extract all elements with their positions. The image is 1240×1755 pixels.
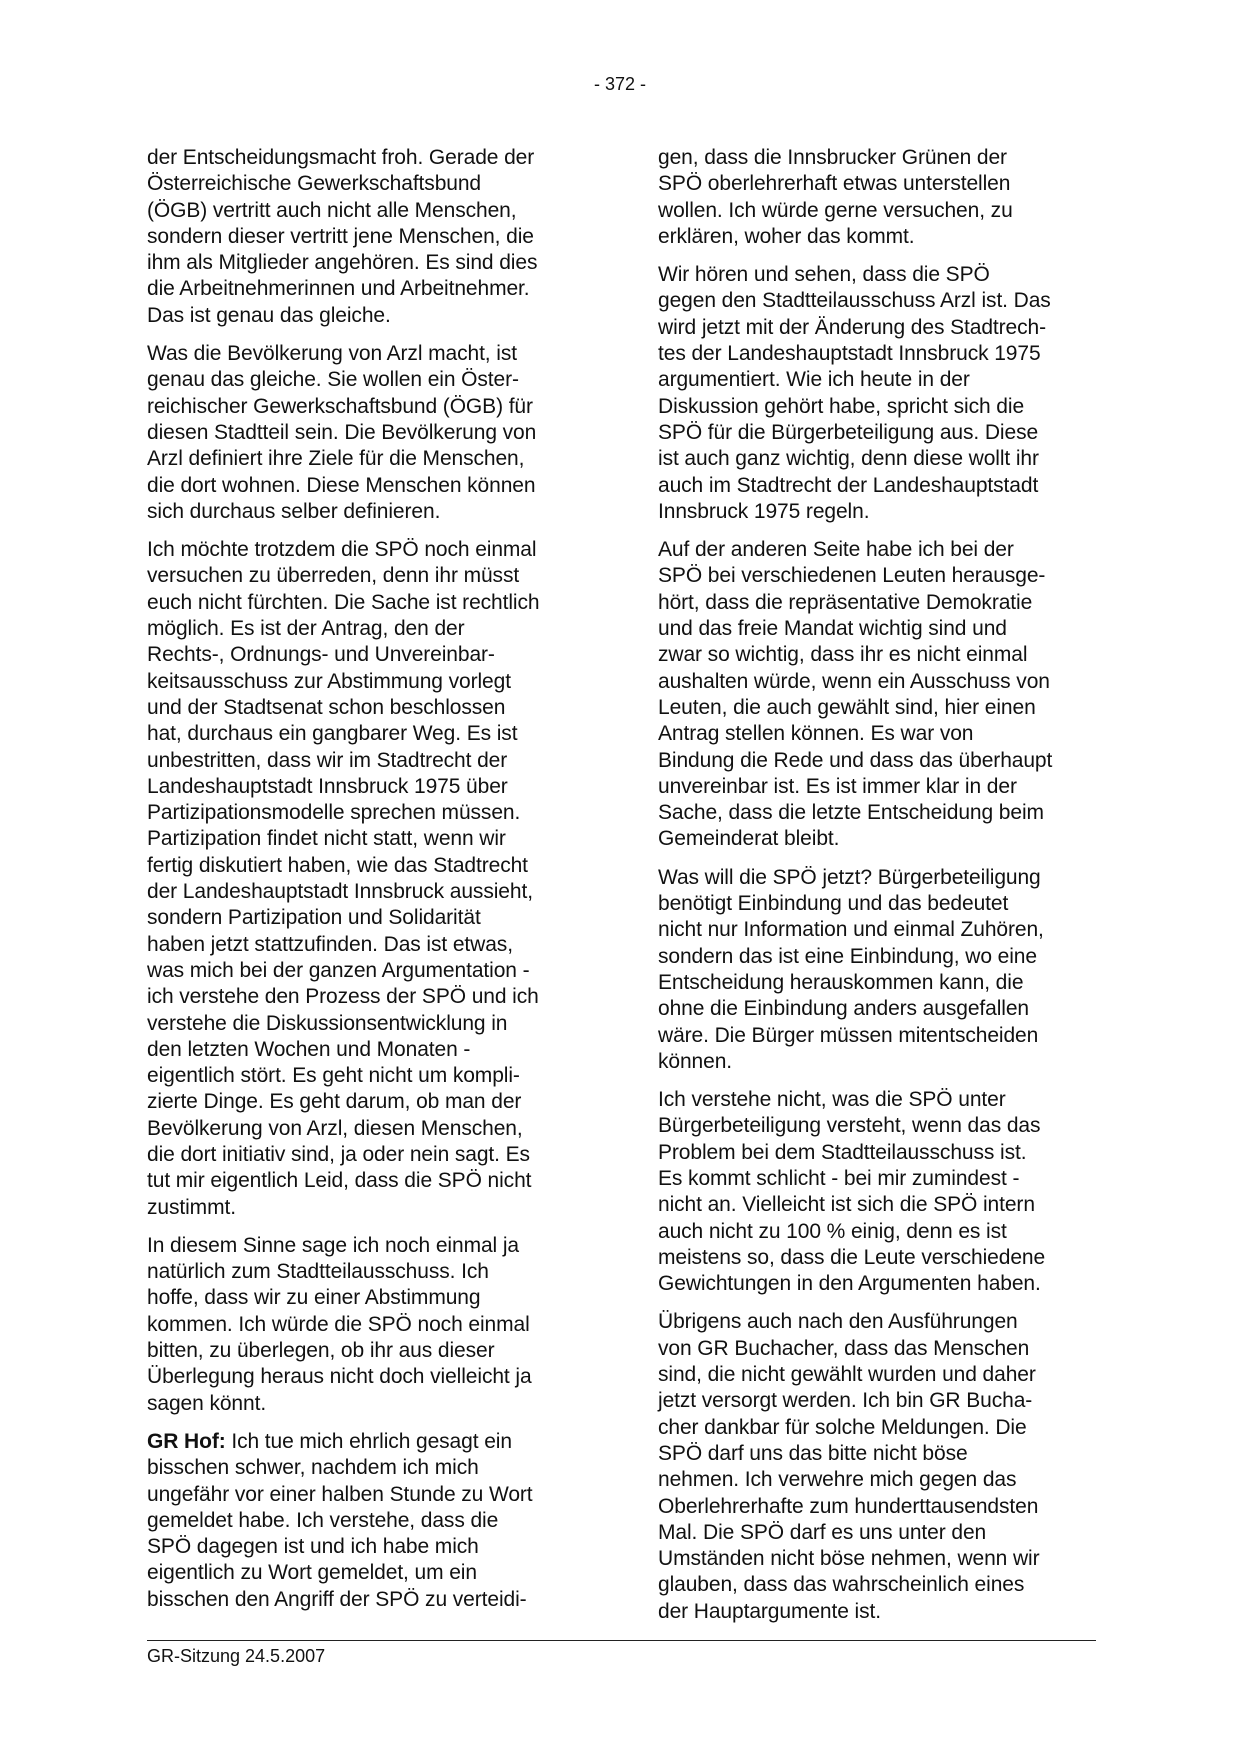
text-line: Was die Bevölkerung von Arzl macht, ist xyxy=(147,342,517,366)
text-line: jetzt versorgt werden. Ich bin GR Bucha- xyxy=(658,1389,1033,1413)
footer-session-date: GR-Sitzung 24.5.2007 xyxy=(147,1646,326,1666)
text-line: Entscheidung herauskommen kann, die xyxy=(658,970,1024,994)
text-line: Auf der anderen Seite habe ich bei der xyxy=(658,538,1014,562)
text-line: (ÖGB) vertritt auch nicht alle Menschen, xyxy=(147,198,517,222)
paragraph xyxy=(658,1087,1108,1297)
text-line: von GR Buchacher, dass das Menschen xyxy=(658,1336,1030,1360)
text-line: Österreichische Gewerkschaftsbund xyxy=(147,172,482,196)
paragraph xyxy=(147,341,597,525)
text-line xyxy=(147,1429,597,1455)
text-line: und das freie Mandat wichtig sind und xyxy=(658,617,1007,641)
text-line: Problem bei dem Stadtteilausschuss ist. xyxy=(658,1140,1027,1164)
text-line: keitsausschuss zur Abstimmung vorlegt xyxy=(147,669,511,693)
text-line: wollen. Ich würde gerne versuchen, zu xyxy=(658,198,1013,222)
text-line: Bürgerbeteiligung versteht, wenn das das xyxy=(658,1114,1041,1138)
text-line: Gewichtungen in den Argumenten haben. xyxy=(658,1272,1041,1296)
text-line: Ich verstehe nicht, was die SPÖ unter xyxy=(658,1088,1006,1112)
text-line: Innsbruck 1975 regeln. xyxy=(658,499,870,523)
text-line: SPÖ bei verschiedenen Leuten herausge- xyxy=(658,564,1046,588)
text-line: wäre. Die Bürger müssen mitentscheiden xyxy=(658,1023,1039,1047)
text-line: Bindung die Rede und dass das überhaupt xyxy=(658,748,1053,772)
text-line: unvereinbar ist. Es ist immer klar in der xyxy=(658,774,1017,798)
text-line: Was will die SPÖ jetzt? Bürgerbeteiligung xyxy=(658,865,1041,889)
text-line: Übrigens auch nach den Ausführungen xyxy=(658,1310,1018,1334)
text-line: euch nicht fürchten. Die Sache ist rechtlich xyxy=(147,590,540,614)
text-line: wird jetzt mit der Änderung des Stadtrech- xyxy=(658,315,1046,339)
text-line: Mal. Die SPÖ darf es uns unter den xyxy=(658,1520,987,1544)
speaker-text: Ich tue mich ehrlich gesagt ein xyxy=(225,1429,512,1453)
text-line: In diesem Sinne sage ich noch einmal ja xyxy=(147,1233,519,1257)
text-line: eigentlich zu Wort gemeldet, um ein xyxy=(147,1561,477,1585)
text-line: nicht nur Information und einmal Zuhören, xyxy=(658,918,1044,942)
text-line: auch im Stadtrecht der Landeshauptstadt xyxy=(658,473,1039,497)
text-line: Umständen nicht böse nehmen, wenn wir xyxy=(658,1547,1040,1571)
text-line: Das ist genau das gleiche. xyxy=(147,303,391,327)
text-line: Partizipation findet nicht statt, wenn wir xyxy=(147,827,506,851)
text-line: Diskussion gehört habe, spricht sich die xyxy=(658,394,1025,418)
text-line: gemeldet habe. Ich verstehe, dass die xyxy=(147,1508,499,1532)
footer-divider xyxy=(147,1640,1096,1641)
text-line: Oberlehrerhafte zum hunderttausendsten xyxy=(658,1494,1039,1518)
text-line: Sache, dass die letzte Entscheidung beim xyxy=(658,801,1044,825)
text-line: SPÖ darf uns das bitte nicht böse xyxy=(658,1441,968,1465)
text-line: sich durchaus selber definieren. xyxy=(147,499,441,523)
text-line: sondern Partizipation und Solidarität xyxy=(147,906,481,930)
text-line: fertig diskutiert haben, wie das Stadtrecht xyxy=(147,853,528,877)
speaker-paragraph xyxy=(147,1429,597,1613)
right-column xyxy=(658,145,1108,1625)
text-line: reichischer Gewerkschaftsbund (ÖGB) für xyxy=(147,394,533,418)
text-line: argumentiert. Wie ich heute in der xyxy=(658,368,970,392)
text-line: Ich möchte trotzdem die SPÖ noch einmal xyxy=(147,538,537,562)
text-line: hat, durchaus ein gangbarer Weg. Es ist xyxy=(147,722,518,746)
text-line: sind, die nicht gewählt wurden und daher xyxy=(658,1363,1036,1387)
text-line: bisschen schwer, nachdem ich mich xyxy=(147,1456,479,1480)
text-line: tut mir eigentlich Leid, dass die SPÖ nicht xyxy=(147,1169,532,1193)
text-line: haben jetzt stattzufinden. Das ist etwas, xyxy=(147,932,513,956)
text-line: nicht an. Vielleicht ist sich die SPÖ intern xyxy=(658,1193,1035,1217)
text-line: ohne die Einbindung anders ausgefallen xyxy=(658,997,1030,1021)
paragraph xyxy=(658,145,1108,250)
text-line: SPÖ dagegen ist und ich habe mich xyxy=(147,1535,479,1559)
text-line: Rechts-, Ordnungs- und Unvereinbar- xyxy=(147,643,495,667)
text-line: nehmen. Ich verwehre mich gegen das xyxy=(658,1468,1017,1492)
text-line: erklären, woher das kommt. xyxy=(658,224,915,248)
text-line: eigentlich stört. Es geht nicht um kompli- xyxy=(147,1064,520,1088)
text-line: meistens so, dass die Leute verschiedene xyxy=(658,1245,1046,1269)
text-line: aushalten würde, wenn ein Ausschuss von xyxy=(658,669,1050,693)
text-line: versuchen zu überreden, denn ihr müsst xyxy=(147,564,520,588)
text-line: Bevölkerung von Arzl, diesen Menschen, xyxy=(147,1116,523,1140)
text-line: bisschen den Angriff der SPÖ zu verteidi- xyxy=(147,1587,527,1611)
text-line: Leuten, die auch gewählt sind, hier einen xyxy=(658,695,1036,719)
text-line: was mich bei der ganzen Argumentation - xyxy=(147,958,530,982)
text-line: kommen. Ich würde die SPÖ noch einmal xyxy=(147,1312,530,1336)
text-line: möglich. Es ist der Antrag, den der xyxy=(147,617,465,641)
text-line: bitten, zu überlegen, ob ihr aus dieser xyxy=(147,1339,495,1363)
paragraph xyxy=(147,145,597,329)
text-line: Wir hören und sehen, dass die SPÖ xyxy=(658,263,990,287)
text-line: Es kommt schlicht - bei mir zumindest - xyxy=(658,1166,1020,1190)
text-line: tes der Landeshauptstadt Innsbruck 1975 xyxy=(658,342,1041,366)
text-line: Arzl definiert ihre Ziele für die Menschen, xyxy=(147,447,525,471)
left-column xyxy=(147,145,597,1613)
text-line: sagen könnt. xyxy=(147,1391,267,1415)
text-line: Partizipationsmodelle sprechen müssen. xyxy=(147,801,521,825)
text-line: können. xyxy=(658,1049,733,1073)
text-line: gen, dass die Innsbrucker Grünen der xyxy=(658,146,1007,169)
speaker-name: GR Hof: xyxy=(147,1429,226,1453)
paragraph xyxy=(658,537,1108,853)
page-number: - 372 - xyxy=(593,74,647,94)
text-line: benötigt Einbindung und das bedeutet xyxy=(658,892,1009,916)
text-line: Antrag stellen können. Es war von xyxy=(658,722,974,746)
text-line: und der Stadtsenat schon beschlossen xyxy=(147,695,506,719)
text-line: cher dankbar für solche Meldungen. Die xyxy=(658,1415,1027,1439)
text-line: genau das gleiche. Sie wollen ein Öster- xyxy=(147,368,519,392)
text-line: die dort wohnen. Diese Menschen können xyxy=(147,473,536,497)
text-line: natürlich zum Stadtteilausschuss. Ich xyxy=(147,1260,489,1284)
text-line: sondern das ist eine Einbindung, wo eine xyxy=(658,944,1037,968)
text-line: der Landeshauptstadt Innsbruck aussieht, xyxy=(147,880,533,904)
text-line: Überlegung heraus nicht doch vielleicht ja xyxy=(147,1365,532,1389)
text-line: der Entscheidungsmacht froh. Gerade der xyxy=(147,146,535,169)
text-line: glauben, dass das wahrscheinlich eines xyxy=(658,1573,1025,1597)
text-line: Landeshauptstadt Innsbruck 1975 über xyxy=(147,774,508,798)
paragraph xyxy=(658,262,1108,525)
text-line: ich verstehe den Prozess der SPÖ und ich xyxy=(147,985,539,1009)
text-line: der Hauptargumente ist. xyxy=(658,1599,881,1623)
text-line: ihm als Mitglieder angehören. Es sind dies xyxy=(147,251,538,275)
text-line: gegen den Stadtteilausschuss Arzl ist. Das xyxy=(658,289,1051,313)
paragraph xyxy=(658,865,1108,1075)
text-line: unbestritten, dass wir im Stadtrecht der xyxy=(147,748,508,772)
text-line: ungefähr vor einer halben Stunde zu Wort xyxy=(147,1482,533,1506)
text-line: SPÖ oberlehrerhaft etwas unterstellen xyxy=(658,172,1011,196)
text-line: ist auch ganz wichtig, denn diese wollt ihr xyxy=(658,447,1039,471)
text-line: SPÖ für die Bürgerbeteiligung aus. Diese xyxy=(658,420,1039,444)
text-line: zwar so wichtig, dass ihr es nicht einmal xyxy=(658,643,1028,667)
text-line: hört, dass die repräsentative Demokratie xyxy=(658,590,1033,614)
text-line: zustimmt. xyxy=(147,1195,236,1219)
text-line: die dort initiativ sind, ja oder nein sagt. Es xyxy=(147,1142,530,1166)
paragraph xyxy=(147,1233,597,1417)
text-line: verstehe die Diskussionsentwicklung in xyxy=(147,1011,508,1035)
paragraph xyxy=(147,537,597,1221)
text-line: zierte Dinge. Es geht darum, ob man der xyxy=(147,1090,522,1114)
text-line: die Arbeitnehmerinnen und Arbeitnehmer. xyxy=(147,277,530,301)
text-line: auch nicht zu 100 % einig, denn es ist xyxy=(658,1219,1007,1243)
text-line: hoffe, dass wir zu einer Abstimmung xyxy=(147,1286,481,1310)
text-line: Gemeinderat bleibt. xyxy=(658,827,840,851)
text-line: diesen Stadtteil sein. Die Bevölkerung von xyxy=(147,420,537,444)
paragraph xyxy=(658,1309,1108,1625)
text-line: den letzten Wochen und Monaten - xyxy=(147,1037,471,1061)
text-line: sondern dieser vertritt jene Menschen, die xyxy=(147,224,534,248)
